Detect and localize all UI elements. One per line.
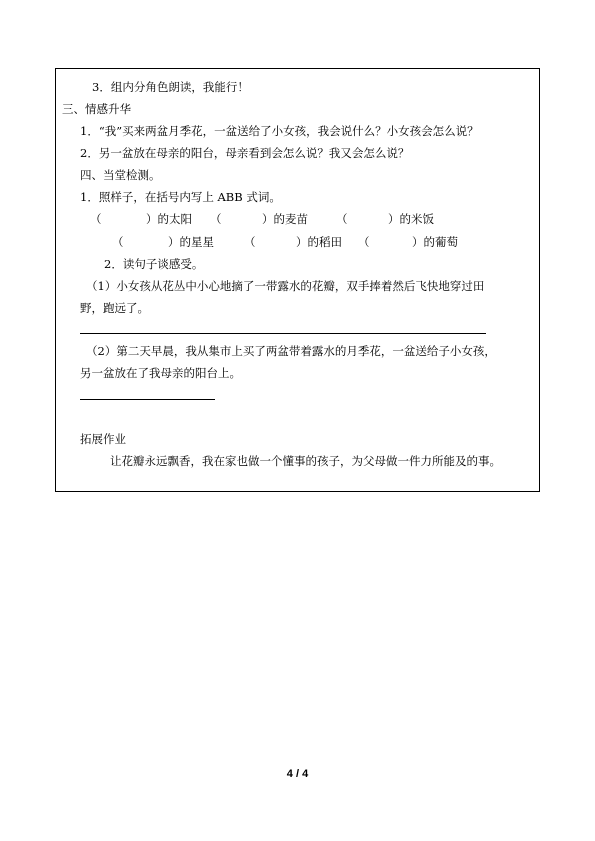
blank-open-paren: （ [336,212,348,226]
blank-open-paren: （ [90,212,102,226]
blank-item-text: ）的星星 [168,235,214,249]
blank-item-text: ）的太阳 [146,212,192,226]
blank-open-paren: （ [244,235,256,249]
question-1-line: 1．“我”买来两盆月季花，一盆送给了小女孩，我会说什么？小女孩会怎么说？ [80,124,479,138]
blank-open-paren: （ [210,212,222,226]
sentence-2-line-1: （2）第二天早晨，我从集市上买了两盆带着露水的月季花，一盆送给子小女孩， [86,344,496,358]
blank-item-text: ）的稻田 [296,235,342,249]
sentence-1-line-2: 野，跑远了。 [80,301,149,315]
step-3-line: 3．组内分角色朗读，我能行！ [92,80,249,94]
answer-line-1 [80,333,486,334]
extension-homework-text: 让花瓣永远飘香，我在家也做一个懂事的孩子，为父母做一件力所能及的事。 [110,454,501,468]
section-3-heading: 三、情感升华 [62,102,131,116]
blank-open-paren: （ [358,235,370,249]
sentence-2-line-2: 另一盆放在了我母亲的阳台上。 [80,366,241,380]
exercise-1-instruction: 1．照样子，在括号内写上 ABB 式词。 [80,190,281,204]
sentence-1-line-1: （1）小女孩从花丛中小心地摘了一带露水的花瓣，双手捧着然后飞快地穿过田 [86,279,485,293]
question-2-line: 2．另一盆放在母亲的阳台，母亲看到会怎么说？我又会怎么说？ [80,146,410,160]
blank-item-text: ）的葡萄 [412,235,458,249]
extension-homework-heading: 拓展作业 [80,432,126,446]
blank-item-text: ）的米饭 [388,212,434,226]
page-number: 4 / 4 [286,768,309,780]
blank-open-paren: （ [112,235,124,249]
section-4-heading: 四、当堂检测。 [80,168,161,182]
answer-line-2 [80,399,215,400]
exercise-2-instruction: 2．读句子谈感受。 [104,257,204,271]
blank-item-text: ）的麦苗 [262,212,308,226]
